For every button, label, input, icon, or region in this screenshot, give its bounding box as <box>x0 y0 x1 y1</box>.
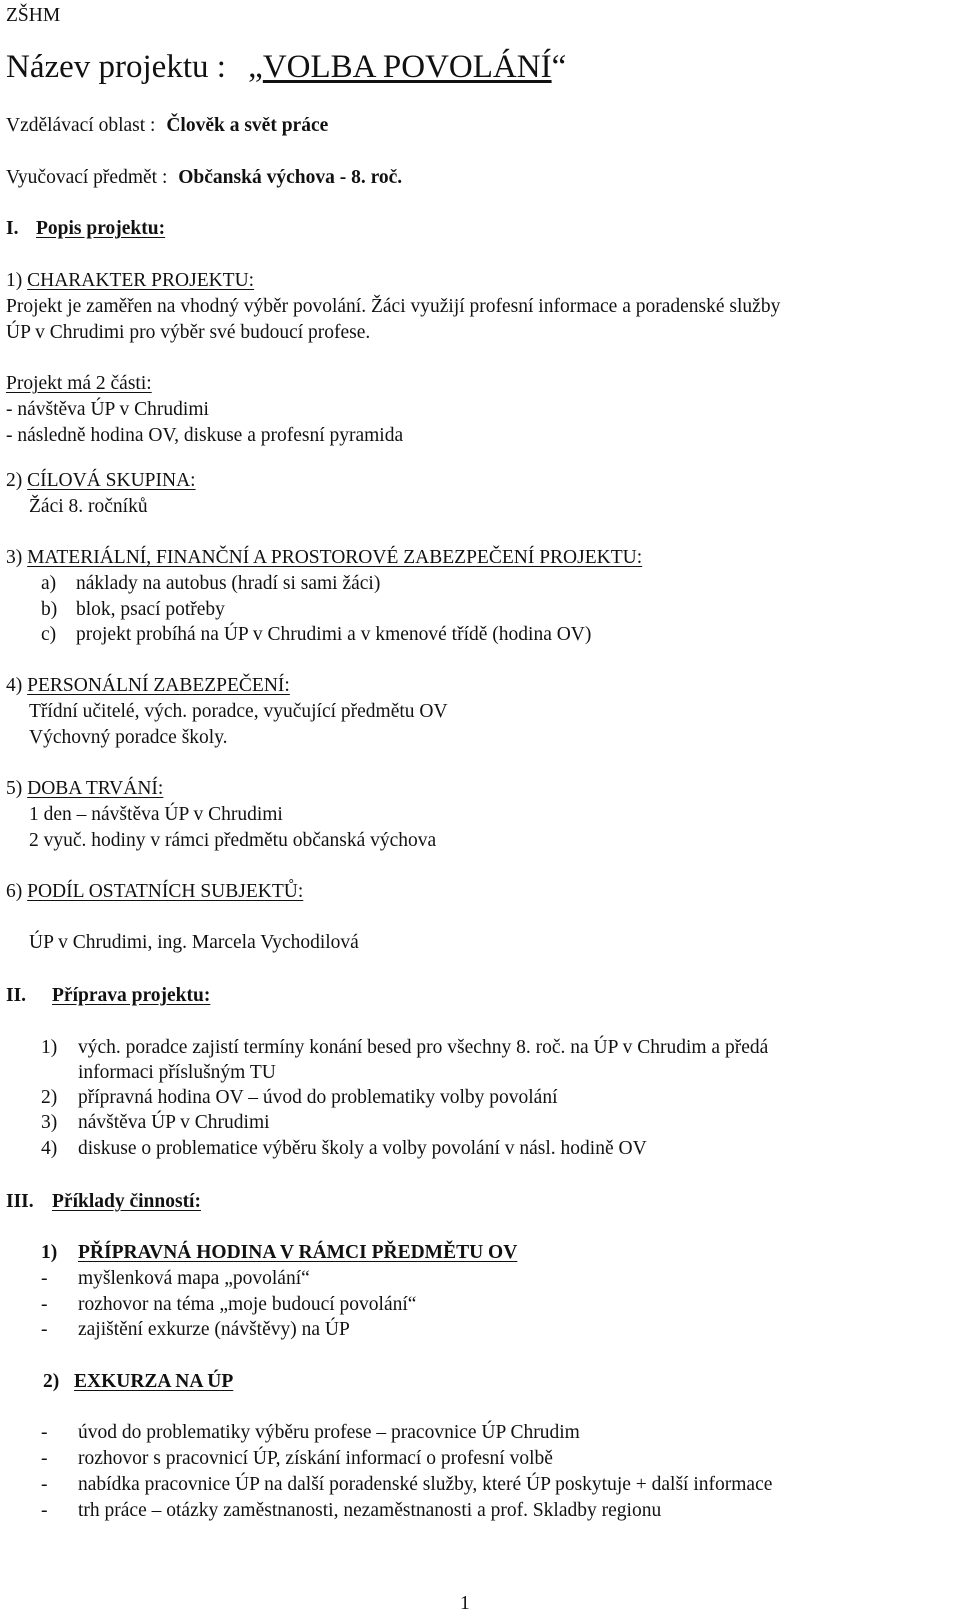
others-heading-row <box>6 880 303 904</box>
subject-label: Vyučovací předmět : <box>6 167 168 188</box>
list-item: blok, psací potřeby <box>76 599 225 620</box>
title-label: Název projektu : <box>6 49 226 85</box>
list-item: přípravná hodina OV – úvod do problematiky volby povolání <box>78 1087 558 1108</box>
dash-marker: - <box>41 1268 48 1289</box>
staff-line: Třídní učitelé, vých. poradce, vyučující předmětu OV <box>29 701 448 722</box>
dash-marker: - <box>41 1474 48 1495</box>
subject-row <box>6 166 402 190</box>
school-header: ZŠHM <box>6 5 61 26</box>
area-row <box>6 114 328 138</box>
dash-marker: - <box>41 1422 48 1443</box>
list-item: myšlenková mapa „povolání“ <box>78 1268 310 1289</box>
list-item: náklady na autobus (hradí si sami žáci) <box>76 573 381 594</box>
area-label: Vzdělávací oblast : <box>6 115 156 136</box>
title-open-quote: „ <box>248 49 263 85</box>
parts-item: - následně hodina OV, diskuse a profesní pyramida <box>6 425 404 446</box>
area-value: Člověk a svět práce <box>166 115 329 136</box>
target-text: Žáci 8. ročníků <box>29 496 148 517</box>
others-heading: PODÍL OSTATNÍCH SUBJEKTŮ: <box>27 881 304 902</box>
title-close-quote: “ <box>551 49 567 85</box>
dash-marker: - <box>41 1319 48 1340</box>
list-item: nabídka pracovnice ÚP na další poradenské služby, které ÚP poskytuje + další informace <box>78 1474 773 1495</box>
dash-marker: - <box>41 1500 48 1521</box>
duration-line: 2 vyuč. hodiny v rámci předmětu občanská výchova <box>29 830 437 851</box>
subject-value: Občanská výchova - 8. roč. <box>178 167 403 188</box>
section2-heading: Příprava projektu: <box>52 985 211 1006</box>
list-marker: 4) <box>41 1138 58 1159</box>
section3-roman: III. <box>6 1191 34 1212</box>
section2-roman: II. <box>6 985 27 1006</box>
list-marker: c) <box>41 624 57 645</box>
target-num: 2) <box>6 470 23 491</box>
char-line: Projekt je zaměřen na vhodný výběr povolání. Žáci využijí profesní informace a poradenské služby <box>6 296 781 317</box>
duration-heading: DOBA TRVÁNÍ: <box>27 778 164 799</box>
list-marker: b) <box>41 599 58 620</box>
others-num: 6) <box>6 881 23 902</box>
list-marker: 2) <box>41 1087 58 1108</box>
list-item: diskuse o problematice výběru školy a volby povolání v násl. hodině OV <box>78 1138 647 1159</box>
duration-line: 1 den – návštěva ÚP v Chrudimi <box>29 804 283 825</box>
project-title <box>6 47 566 87</box>
char-num: 1) <box>6 270 23 291</box>
target-heading-row <box>6 469 196 493</box>
title-name: VOLBA POVOLÁNÍ <box>262 49 552 85</box>
list-item: projekt probíhá na ÚP v Chrudimi a v kmenové třídě (hodina OV) <box>76 624 592 645</box>
list-item: rozhovor na téma „moje budoucí povolání“ <box>78 1294 417 1315</box>
staff-num: 4) <box>6 675 23 696</box>
list-marker: a) <box>41 573 57 594</box>
section1-roman: I. <box>6 218 19 239</box>
list-item: zajištění exkurze (návštěvy) na ÚP <box>78 1319 350 1340</box>
others-text: ÚP v Chrudimi, ing. Marcela Vychodilová <box>29 932 359 953</box>
list-marker: 3) <box>41 1112 58 1133</box>
prep-heading: PŘÍPRAVNÁ HODINA V RÁMCI PŘEDMĚTU OV <box>78 1242 518 1263</box>
parts-heading: Projekt má 2 části: <box>6 373 152 394</box>
material-heading: MATERIÁLNÍ, FINANČNÍ A PROSTOROVÉ ZABEZPEČENÍ PROJEKTU: <box>27 547 643 568</box>
list-item: vých. poradce zajistí termíny konání besed pro všechny 8. roč. na ÚP v Chrudim a předá <box>78 1037 769 1058</box>
list-item: trh práce – otázky zaměstnanosti, nezaměstnanosti a prof. Skladby regionu <box>78 1500 662 1521</box>
section3-heading: Příklady činností: <box>52 1191 201 1212</box>
page-number: 1 <box>460 1593 470 1614</box>
section1-heading: Popis projektu: <box>36 218 166 239</box>
parts-item: - návštěva ÚP v Chrudimi <box>6 399 209 420</box>
material-heading-row <box>6 546 642 570</box>
duration-heading-row <box>6 777 163 801</box>
duration-num: 5) <box>6 778 23 799</box>
trip-num: 2) <box>43 1371 60 1392</box>
staff-line: Výchovný poradce školy. <box>29 727 228 748</box>
list-item-continuation: informaci příslušným TU <box>78 1062 276 1083</box>
target-heading: CÍLOVÁ SKUPINA: <box>27 470 196 491</box>
material-num: 3) <box>6 547 23 568</box>
prep-num: 1) <box>41 1242 58 1263</box>
dash-marker: - <box>41 1448 48 1469</box>
trip-heading: EXKURZA NA ÚP <box>74 1371 234 1392</box>
list-marker: 1) <box>41 1037 58 1058</box>
list-item: návštěva ÚP v Chrudimi <box>78 1112 270 1133</box>
list-item: úvod do problematiky výběru profese – pracovnice ÚP Chrudim <box>78 1422 580 1443</box>
staff-heading: PERSONÁLNÍ ZABEZPEČENÍ: <box>27 675 290 696</box>
list-item: rozhovor s pracovnicí ÚP, získání informací o profesní volbě <box>78 1448 553 1469</box>
dash-marker: - <box>41 1294 48 1315</box>
char-heading-row <box>6 269 254 293</box>
staff-heading-row <box>6 674 290 698</box>
char-heading: CHARAKTER PROJEKTU: <box>27 270 255 291</box>
char-line: ÚP v Chrudimi pro výběr své budoucí profese. <box>6 322 371 343</box>
